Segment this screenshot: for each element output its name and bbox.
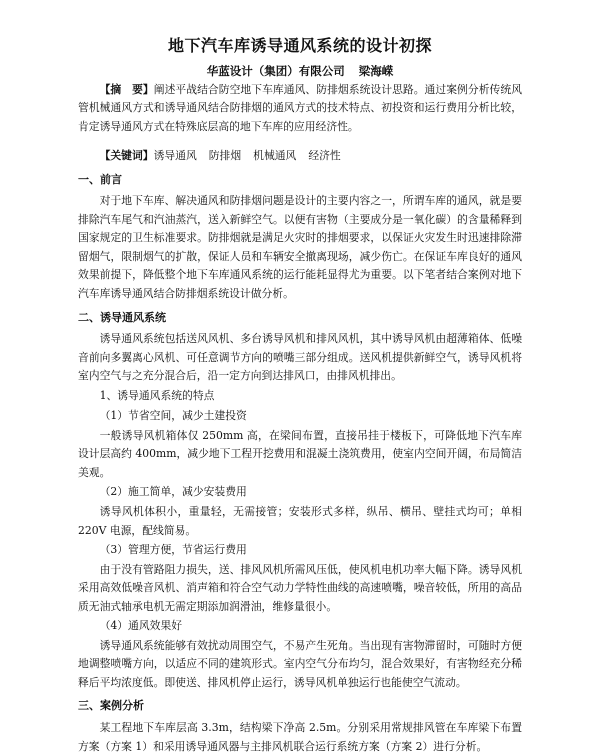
abstract	[78, 81, 522, 137]
author-name: 梁海嵘	[358, 63, 394, 78]
abstract-text: 阐述平战结合防空地下车库通风、防排烟系统设计思路。通过案例分析传统风管机械通风方式和诱导通风结合防排烟的通风方式的技术特点、初投资和运行费用分析比较，肯定诱导通风方式在特殊底层高的地下车库的应用经济性。	[78, 82, 523, 134]
paragraph: 一般诱导风机箱体仅 250mm 高，在梁间布置，直接吊挂于楼板下，可降低地下汽车库设计层高约 400mm，减少地下工程开挖费用和混凝土浇筑费用，使室内空间开阔，布局简洁美观。	[78, 428, 522, 479]
keyword: 诱导通风	[153, 149, 197, 163]
keywords-label: 【关键词】	[99, 149, 154, 163]
keyword: 机械通风	[253, 149, 297, 163]
subheading: 1、诱导通风系统的特点	[99, 388, 215, 402]
paragraph: 某工程地下车库层高 3.3m，结构梁下净高 2.5m。分别采用常规排风管在车库梁下布置方案（方案 1）和采用诱导通风器与主排风机联合运行系统方案（方案 2）进行分析。	[78, 720, 522, 753]
keyword: 经济性	[308, 149, 341, 163]
section-heading: 二、诱导通风系统	[78, 310, 166, 324]
paper-title: 地下汽车库诱导通风系统的设计初探	[167, 36, 432, 55]
list-item-heading: （4）通风效果好	[99, 619, 183, 633]
paragraph: 由于没有管路阻力损失，送、排风风机所需风压低，使风机电机功率大幅下降。诱导风机采用高效低噪音风机、消声箱和符合空气动力学特性曲线的高速喷嘴，噪音较低，所用的高品质无油式轴承电机无需定期添加润滑油，维修量很小。	[78, 562, 522, 613]
paragraph: 诱导通风系统包括送风风机、多台诱导风机和排风风机，其中诱导风机由超薄箱体、低噪音前向多翼离心风机、可任意调节方向的喷嘴三部分组成。送风机提供新鲜空气，诱导风机将室内空气与之充分混合后，沿一定方向到达排风口，由排风机排出。	[78, 332, 522, 383]
author-line	[78, 63, 522, 79]
list-item-heading: （1）节省空间，减少土建投资	[99, 409, 247, 423]
keyword: 防排烟	[208, 149, 242, 163]
section-heading: 三、案例分析	[78, 699, 144, 713]
affiliation: 华蓝设计（集团）有限公司	[206, 63, 345, 78]
paragraph: 诱导通风系统能够有效扰动周围空气，不易产生死角。当出现有害物滞留时，可随时方便地调整喷嘴方向，以适应不同的建筑形式。室内空气分布均匀，混合效果好，有害物经充分稀释后平均浓度低。即使送、排风机停止运行，诱导风机单独运行也能使空气流动。	[78, 638, 522, 689]
paragraph: 诱导风机体积小，重量轻，无需接管；安装形式多样，纵吊、横吊、壁挂式均可；单相 220V 电源，配线简易。	[78, 504, 522, 537]
keywords	[78, 147, 522, 165]
list-item-heading: （2）施工简单，减少安装费用	[99, 485, 247, 499]
abstract-label: 【摘 要】	[99, 82, 154, 96]
list-item-heading: （3）管理方便，节省运行费用	[99, 543, 247, 557]
paragraph: 对于地下车库、解决通风和防排烟问题是设计的主要内容之一，所谓车库的通风，就是要排除汽车尾气和汽油蒸汽，送入新鲜空气。以便有害物（主要成分是一氧化碳）的含量稀释到国家规定的卫生标准要求。防排烟就是满足火灾时的排烟要求，以保证火灾发生时迅速排除滞留烟气，限制烟气的扩散，保证人员和车辆安全撤离现场，减少伤亡。在保证车库良好的通风效果前提下，降低整个地下车库通风系统的运行能耗显得尤为重要。以下笔者结合案例对地下汽车库诱导通风结合防排烟系统设计做分析。	[78, 194, 522, 301]
section-heading: 一、前言	[78, 172, 122, 186]
